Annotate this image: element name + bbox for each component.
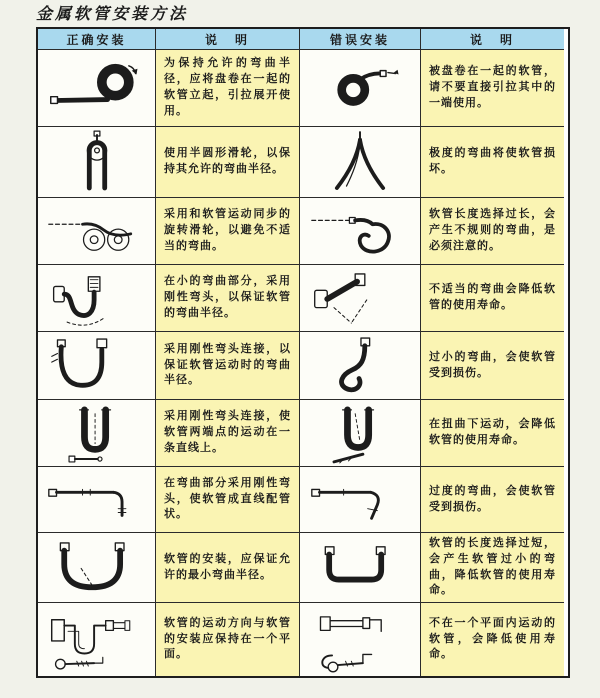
correct-desc-text: 采用刚性弯头连接，以保证软管运动时的弯曲半径。	[164, 342, 291, 387]
table-cell-wrong-desc	[421, 533, 564, 603]
extreme-bend-drawing	[307, 130, 413, 194]
table-cell-wrong-desc	[421, 265, 564, 332]
table-cell-wrong-desc	[421, 127, 564, 198]
wrong-desc-text: 在扭曲下运动，会降低软管的使用寿命。	[429, 418, 556, 446]
table-cell-wrong-image	[300, 198, 421, 265]
table-cell-correct-image	[38, 533, 156, 603]
table-cell-correct-desc	[156, 533, 300, 603]
table-cell-correct-image	[38, 198, 156, 265]
semicircular-pulley-drawing	[44, 130, 150, 194]
table-cell-correct-image	[38, 50, 156, 127]
header-correct-install: 正确安装	[38, 29, 156, 50]
coiled-hose-uncoiled-drawing	[44, 57, 150, 119]
table-cell-correct-desc	[156, 603, 300, 676]
table-cell-wrong-desc	[421, 198, 564, 265]
table-cell-wrong-desc	[421, 400, 564, 467]
wrong-desc-text: 不在一个平面内运动的软管，会降低使用寿命。	[429, 616, 556, 661]
correct-desc-text: 为保持允许的弯曲半径，应将盘卷在一起的软管立起，引拉展开使用。	[164, 57, 291, 117]
inline-u-motion-drawing	[44, 402, 150, 464]
table-cell-wrong-image	[300, 400, 421, 467]
correct-desc-text: 采用和软管运动同步的旋转滑轮，以避免不适当的弯曲。	[164, 208, 291, 252]
table-cell-correct-desc	[156, 198, 300, 265]
rigid-elbow-small-bend-drawing	[44, 267, 150, 329]
table-cell-wrong-image	[300, 332, 421, 400]
header-description-1: 说 明	[156, 29, 300, 50]
same-plane-motion-drawing	[44, 607, 150, 673]
too-small-bend-hook-drawing	[307, 335, 413, 397]
synchronized-rollers-drawing	[44, 201, 150, 261]
wrong-desc-text: 软管长度选择过长，会产生不规则的弯曲，是必须注意的。	[429, 208, 556, 252]
correct-desc-text: 使用半圆形滑轮，以保持其允许的弯曲半径。	[164, 147, 291, 175]
rigid-elbow-connection-drawing	[44, 335, 150, 397]
table-cell-correct-desc	[156, 127, 300, 198]
wrong-desc-text: 过度的弯曲，会使软管受到损伤。	[429, 484, 556, 513]
wrong-desc-text: 过小的弯曲，会使软管受到损伤。	[429, 350, 556, 379]
wrong-desc-text: 软管的长度选择过短，会产生软管过小的弯曲，降低软管的使用寿命。	[429, 536, 556, 597]
table-cell-wrong-desc	[421, 467, 564, 533]
straight-pipe-elbow-drawing	[44, 470, 150, 530]
table-cell-wrong-desc	[421, 332, 564, 400]
out-of-plane-motion-drawing	[307, 607, 413, 673]
coiled-hose-pulled-drawing	[307, 57, 413, 119]
header-wrong-install: 错误安装	[300, 29, 421, 50]
correct-desc-text: 采用刚性弯头连接，使软管两端点的运动在一条直线上。	[164, 410, 291, 454]
table-cell-correct-image	[38, 332, 156, 400]
improper-bend-drawing	[307, 267, 413, 329]
table-cell-wrong-image	[300, 127, 421, 198]
installation-table	[36, 27, 570, 678]
table-cell-wrong-image	[300, 603, 421, 676]
overbent-elbow-drawing	[307, 470, 413, 530]
minimum-bend-radius-u-drawing	[44, 537, 150, 599]
table-cell-correct-desc	[156, 467, 300, 533]
table-cell-wrong-image	[300, 265, 421, 332]
table-cell-correct-image	[38, 467, 156, 533]
correct-desc-text: 软管的运动方向与软管的安装应保持在一个平面。	[164, 616, 291, 661]
table-cell-correct-image	[38, 127, 156, 198]
overlong-hose-loop-drawing	[307, 201, 413, 261]
table-cell-correct-desc	[156, 400, 300, 467]
table-cell-correct-desc	[156, 265, 300, 332]
header-description-2: 说 明	[421, 29, 564, 50]
correct-desc-text: 在弯曲部分采用刚性弯头，使软管成直线配管状。	[164, 476, 291, 521]
page-title: 金属软管安装方法	[36, 4, 189, 23]
correct-desc-text: 软管的安装，应保证允许的最小弯曲半径。	[164, 552, 291, 581]
table-cell-wrong-image	[300, 467, 421, 533]
table-cell-correct-desc	[156, 332, 300, 400]
wrong-desc-text: 极度的弯曲将使软管损坏。	[429, 147, 556, 175]
table-cell-wrong-image	[300, 533, 421, 603]
wrong-desc-text: 被盘卷在一起的软管，请不要直接引拉其中的一端使用。	[429, 65, 556, 109]
table-cell-correct-image	[38, 265, 156, 332]
table-cell-wrong-desc	[421, 603, 564, 676]
table-cell-correct-desc	[156, 50, 300, 127]
twisted-u-motion-drawing	[307, 402, 413, 464]
table-cell-wrong-desc	[421, 50, 564, 127]
correct-desc-text: 在小的弯曲部分，采用刚性弯头，以保证软管的弯曲半径。	[164, 275, 291, 319]
table-cell-correct-image	[38, 400, 156, 467]
wrong-desc-text: 不适当的弯曲会降低软管的使用寿命。	[429, 283, 556, 311]
too-short-hose-drawing	[307, 537, 413, 599]
table-cell-correct-image	[38, 603, 156, 676]
table-cell-wrong-image	[300, 50, 421, 127]
